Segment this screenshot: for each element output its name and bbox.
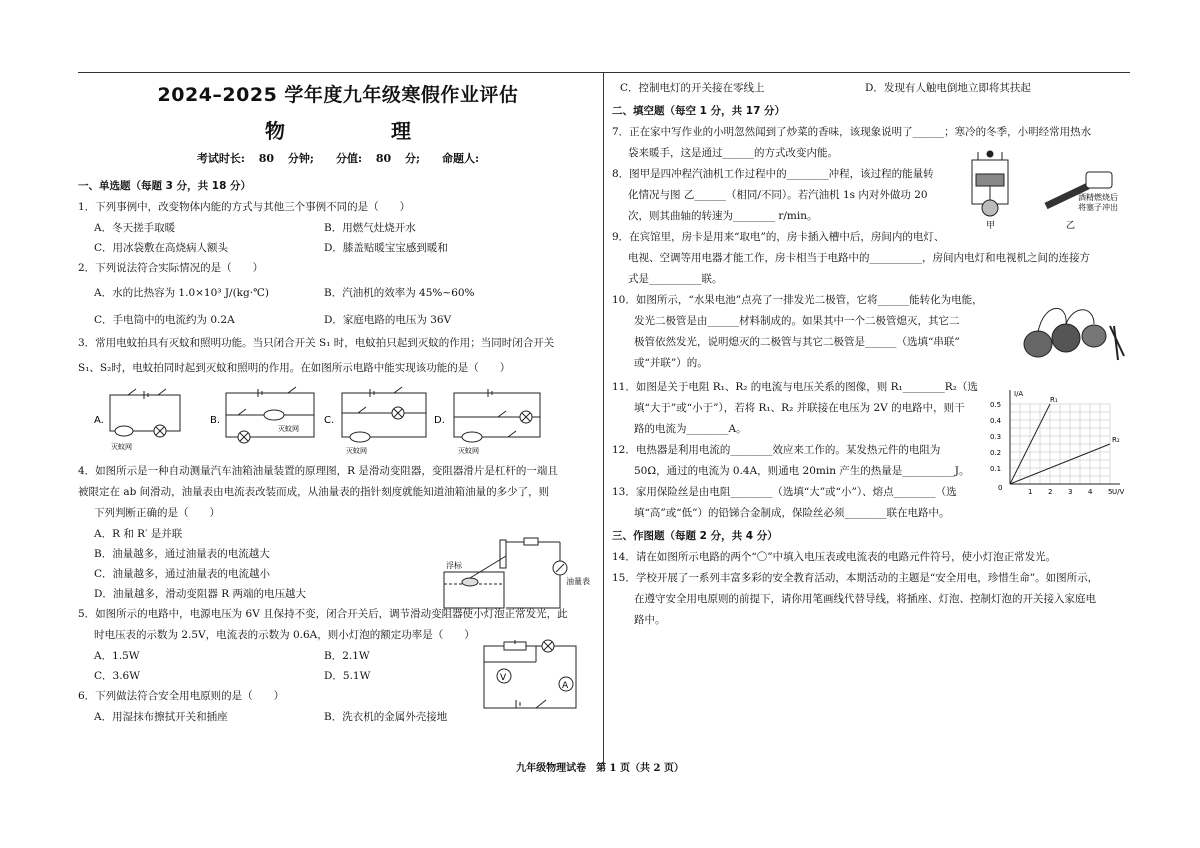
q11-ytick-03: 0.3 bbox=[990, 433, 1002, 441]
q3-circuit-b bbox=[226, 387, 314, 443]
q11-block bbox=[612, 377, 1007, 439]
q4-option-a-text: A．R 和 R′ 是并联 bbox=[94, 528, 183, 540]
q10-line4: 或“并联”）的。 bbox=[634, 357, 708, 369]
q1-option-a: A．冬天搓手取暖 bbox=[94, 222, 176, 234]
exam-subject: 物 理 bbox=[265, 119, 433, 143]
q4-option-b-text: B．油量越多，通过油量表的电流越大 bbox=[94, 548, 270, 560]
q3-label-a: A. bbox=[94, 415, 104, 426]
q3-net-a: 灭蚊网 bbox=[111, 443, 132, 451]
q12-line1: 12．电热器是利用电流的________效应来工作的。某发热元件的电阻为 bbox=[612, 444, 941, 456]
q12-line2: 50Ω，通过的电流为 0.4A，则通电 20min 产生的热量是__________J。 bbox=[634, 465, 970, 477]
q11-ytick-05: 0.5 bbox=[990, 401, 1002, 409]
q7-line2: 袋来暖手，这是通过______的方式改变内能。 bbox=[628, 147, 838, 159]
q8-line1: 8．图甲是四冲程汽油机工作过程中的________冲程，该过程的能量转 bbox=[612, 168, 934, 180]
q13-line2: 填“高”或“低”）的铅锑合金制成，保险丝必须________联在电路中。 bbox=[634, 507, 950, 519]
q15-line3: 路中。 bbox=[634, 614, 666, 626]
q4-meter-label: 油量表 bbox=[566, 577, 590, 586]
q5-option-d: D．5.1W bbox=[324, 670, 371, 682]
q11-grid bbox=[1010, 404, 1110, 484]
q11-y-axis-label: I/A bbox=[1014, 390, 1024, 398]
section3-heading: 三、作图题（每题 2 分，共 4 分） bbox=[612, 530, 778, 542]
q11-xtick-5: 5 bbox=[1108, 488, 1113, 496]
q1-options-row1 bbox=[78, 218, 598, 238]
top-rule bbox=[78, 72, 1130, 73]
q3-label-c: C. bbox=[324, 415, 335, 426]
q3-circuit-c bbox=[342, 387, 426, 442]
q8-label-yi: 乙 bbox=[1066, 221, 1076, 231]
q7-line1: 7．正在家中写作业的小明忽然闻到了炒菜的香味，该现象说明了______；寒冷的冬季，小明经常用热水 bbox=[612, 126, 1092, 138]
q9-line1: 9．在宾馆里，房卡是用来“取电”的，房卡插入槽中后，房间内的电灯、 bbox=[612, 231, 945, 243]
q3-net-d: 灭蚊网 bbox=[458, 447, 479, 455]
q10-fruit-battery-figure bbox=[1014, 296, 1132, 364]
q4-stem-line3: 下列判断正确的是（ ） bbox=[94, 507, 220, 519]
q3-circuit-a bbox=[110, 389, 180, 437]
q10-block bbox=[612, 290, 1007, 373]
q4-float-label: 浮标 bbox=[446, 561, 462, 570]
q11-x-axis-label: U/V bbox=[1112, 488, 1125, 496]
q3-net-c: 灭蚊网 bbox=[346, 447, 367, 455]
q5-ammeter-symbol: A bbox=[562, 681, 569, 691]
exam-meta: 考试时长: 80 分钟; 分值: 80 分; 命题人: bbox=[196, 152, 480, 165]
q3-circuit-d bbox=[454, 389, 540, 442]
q4-oil-gauge-figure bbox=[440, 532, 590, 612]
q11-ytick-04: 0.4 bbox=[990, 417, 1002, 425]
q11-line2: 填“大于”或“小于”），若将 R₁、R₂ 并联接在电压为 2V 的电路中，则干 bbox=[634, 402, 965, 414]
q14-line: 14．请在如图所示电路的两个“〇”中填入电压表或电流表的电路元件符号，使小灯泡正常发光。 bbox=[612, 551, 1057, 563]
q11-r2-label: R₂ bbox=[1112, 436, 1120, 444]
q11-ytick-01: 0.1 bbox=[990, 465, 1002, 473]
q3-label-d: D. bbox=[434, 415, 445, 426]
q5-option-c: C．3.6W bbox=[94, 670, 141, 682]
q3-net-b: 灭蚊网 bbox=[278, 425, 299, 433]
q3-stem-line2: S₁、S₂时，电蚊拍同时起到灭蚊和照明的作用。在如图所示电路中能实现该功能的是（ ） bbox=[78, 362, 511, 374]
q11-xtick-1: 1 bbox=[1028, 488, 1033, 496]
q10-line2: 发光二极管是由______材料制成的。如果其中一个二极管熄灭，其它二 bbox=[634, 315, 960, 327]
q8-line3: 次，则其曲轴的转速为________ r/min。 bbox=[628, 210, 818, 222]
q2-options-row2 bbox=[78, 307, 598, 333]
q4-stem-line2: 被限定在 ab 间滑动，油量表由电流表改装而成，从油量表的指针刻度就能知道油箱油量的多少了，则 bbox=[78, 486, 550, 498]
q1-option-c: C．用冰袋敷在高烧病人额头 bbox=[94, 242, 229, 254]
q10-line3: 极管依然发光，说明熄灭的二极管与其它二极管是______（选填“串联” bbox=[634, 336, 960, 348]
column-divider bbox=[603, 72, 604, 765]
q8-label-jia: 甲 bbox=[986, 221, 996, 231]
q6-option-b: B．洗衣机的金属外壳接地 bbox=[324, 711, 448, 723]
q6-option-a: A．用湿抹布擦拭开关和插座 bbox=[94, 711, 228, 723]
q11-xtick-3: 3 bbox=[1068, 488, 1073, 496]
q5-stem-line1: 5．如图所示的电路中，电源电压为 6V 且保持不变，闭合开关后，调节滑动变阻器使小灯泡正常发光，此 bbox=[78, 608, 568, 620]
q2-option-b: B．汽油机的效率为 45%~60% bbox=[324, 287, 475, 299]
q8-block bbox=[612, 164, 962, 226]
q15-line1: 15．学校开展了一系列丰富多彩的安全教育活动，本期活动的主题是“安全用电，珍惜生命”。如图所示， bbox=[612, 572, 1099, 584]
q8-line2: 化情况与图 乙______（相同/不同）。若汽油机 1s 内对外做功 20 bbox=[628, 189, 928, 201]
q6-option-c: C．控制电灯的开关接在零线上 bbox=[620, 82, 765, 94]
q4-option-d-text: D．油量越多，滑动变阻器 R 两端的电压越大 bbox=[94, 588, 306, 600]
q13-block bbox=[612, 482, 1007, 523]
q11-line1: 11．如图是关于电阻 R₁、R₂ 的电流与电压关系的图像，则 R₁________R₂（选 bbox=[612, 381, 978, 393]
q11-ytick-02: 0.2 bbox=[990, 449, 1002, 457]
q5-stem-line2: 时电压表的示数为 2.5V，电流表的示数为 0.6A，则小灯泡的额定功率是（ ） bbox=[94, 629, 475, 641]
q4-option-c-text: C．油量越多，通过油量表的电流越小 bbox=[94, 568, 271, 580]
q4-stem-line1: 4．如图所示是一种自动测量汽车油箱油量装置的原理图，R 是滑动变阻器，变阻器滑片是杠杆的一端且 bbox=[78, 465, 558, 477]
q3-label-b: B. bbox=[210, 415, 221, 426]
q5-circuit-figure bbox=[476, 640, 586, 716]
q11-r1-label: R₁ bbox=[1050, 396, 1058, 404]
section1-heading: 一、单选题（每题 3 分，共 18 分） bbox=[78, 180, 252, 192]
q11-ytick-0: 0 bbox=[998, 484, 1003, 492]
q11-xtick-2: 2 bbox=[1048, 488, 1053, 496]
q15-line2: 在遵守安全用电原则的前提下，请你用笔画线代替导线，将插座、灯泡、控制灯泡的开关接入家庭电 bbox=[634, 593, 1096, 605]
q11-line3: 路的电流为________A。 bbox=[634, 423, 747, 435]
q12-block bbox=[612, 440, 1007, 481]
q6-options-row2 bbox=[612, 78, 1132, 98]
q5-voltmeter-symbol: V bbox=[500, 673, 507, 683]
q1-option-d: D．膝盖贴暖宝宝感到暖和 bbox=[324, 242, 448, 254]
q3-stem-line1: 3．常用电蚊拍具有灭蚊和照明功能。当只闭合开关 S₁ 时，电蚊拍只起到灭蚊的作用；当同时闭合开关 bbox=[78, 337, 555, 349]
q8-engine-figure bbox=[966, 146, 1132, 230]
q2-option-c: C．手电筒中的电流约为 0.2A bbox=[94, 314, 235, 326]
left-column bbox=[78, 78, 598, 727]
q2-stem: 2．下列说法符合实际情况的是（ ） bbox=[78, 262, 264, 274]
q1-option-b: B．用燃气灶烧开水 bbox=[324, 222, 416, 234]
q1-options-row2 bbox=[78, 238, 598, 258]
section2-heading: 二、填空题（每空 1 分，共 17 分） bbox=[612, 105, 786, 117]
q11-xtick-4: 4 bbox=[1088, 488, 1093, 496]
q5-option-b: B．2.1W bbox=[324, 650, 370, 662]
q13-line1: 13．家用保险丝是由电阻________（选填“大”或“小”）、熔点________（选 bbox=[612, 486, 957, 498]
q8-note-line2: 将塞子冲出 bbox=[1078, 203, 1118, 212]
q9-line2: 电视、空调等用电器才能工作，房卡相当于电路中的__________，房间内电灯和电视机之间的连接方 bbox=[628, 252, 1090, 264]
q2-option-a: A．水的比热容为 1.0×10³ J/(kg·℃) bbox=[94, 287, 269, 299]
q9-line3: 式是__________联。 bbox=[628, 273, 723, 285]
q1-stem: 1．下列事例中，改变物体内能的方式与其他三个事例不同的是（ ） bbox=[78, 201, 411, 213]
exam-title: 2024–2025 学年度九年级寒假作业评估 bbox=[157, 84, 519, 106]
q6-stem: 6．下列做法符合安全用电原则的是（ ） bbox=[78, 690, 285, 702]
q10-line1: 10．如图所示，“水果电池”点亮了一排发光二极管，它将______能转化为电能， bbox=[612, 294, 983, 306]
q8-note-line1: 酒精燃烧后 bbox=[1078, 193, 1118, 202]
page-footer: 九年级物理试卷 第 1 页（共 2 页） bbox=[516, 763, 684, 774]
q2-options-row1 bbox=[78, 279, 598, 307]
q5-option-a: A．1.5W bbox=[94, 650, 140, 662]
q3-circuit-figures bbox=[78, 383, 598, 461]
q6-option-d: D．发现有人触电倒地立即将其扶起 bbox=[865, 82, 1031, 94]
q11-iu-graph bbox=[988, 384, 1132, 496]
q2-option-d: D．家庭电路的电压为 36V bbox=[324, 314, 452, 326]
